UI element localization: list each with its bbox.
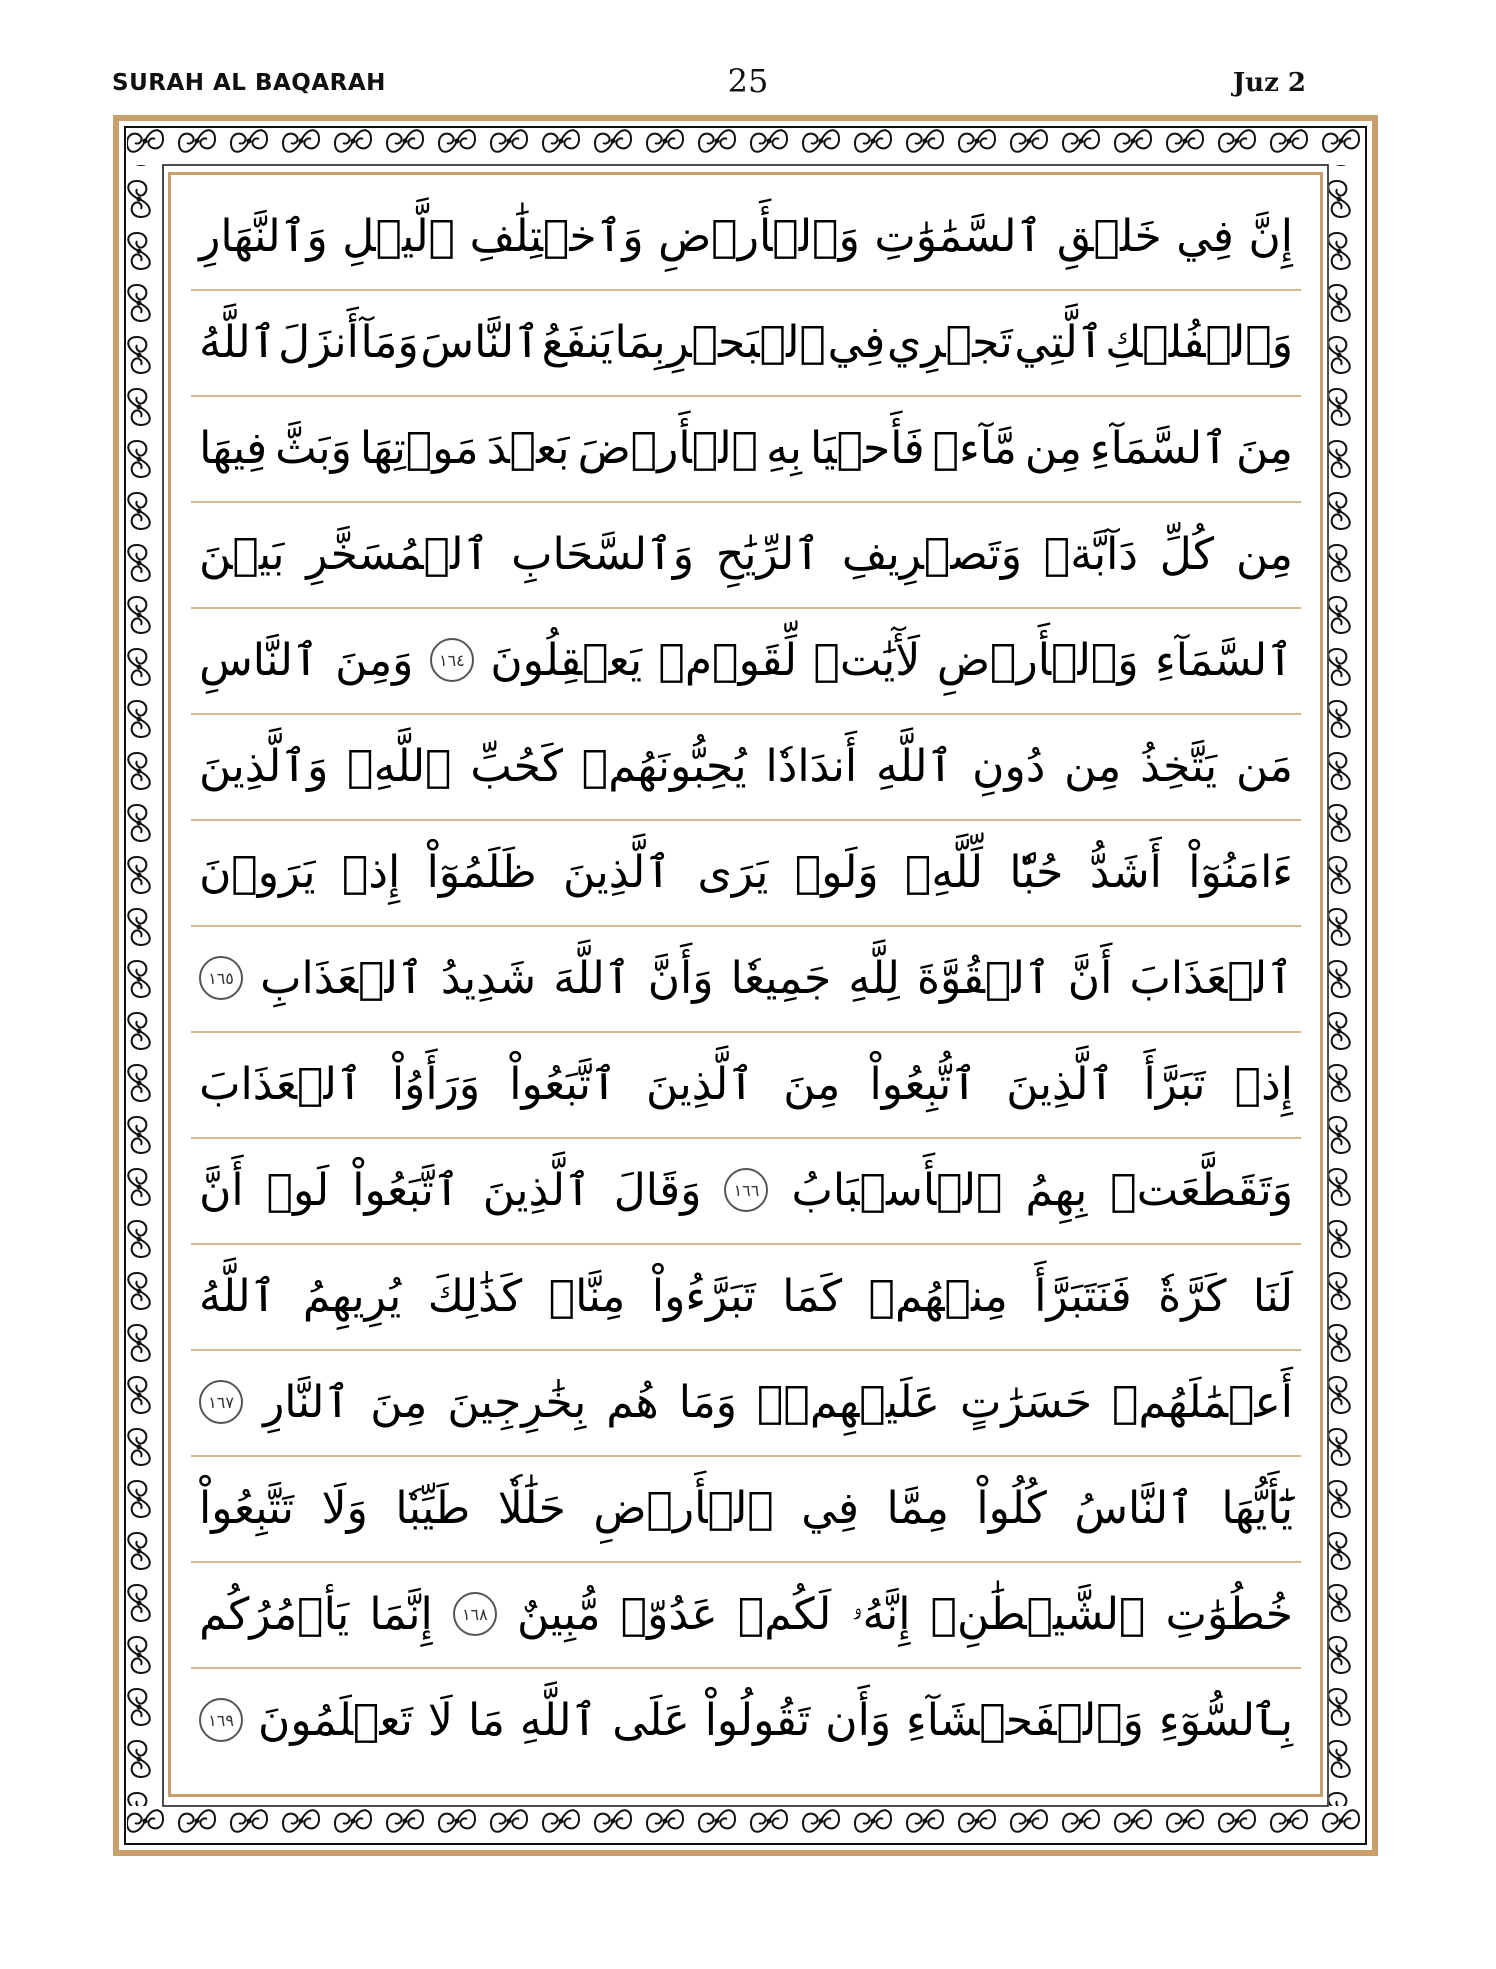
word: ٱللَّهُ [199, 316, 277, 368]
word: مَّآءٖ [932, 422, 1017, 474]
word: يَأۡمُرُكُم [199, 1588, 350, 1640]
ayah-number-marker: ١٦٧ [199, 1380, 243, 1424]
word: وَٱلۡفُلۡكِ [1105, 316, 1293, 368]
word: يَرَوۡنَ [199, 846, 316, 898]
word: أَندَادٗا [765, 740, 858, 792]
word: مِنۡهُمۡ [868, 1270, 1008, 1322]
word: يَعۡقِلُونَ [490, 634, 643, 686]
word: كَمَا [782, 1270, 843, 1322]
page-number: 25 [727, 62, 769, 100]
word: ٱللَّهُ [199, 1270, 277, 1322]
text-line [191, 1243, 1301, 1349]
word: هُم [606, 1376, 659, 1428]
word: مَا [467, 1694, 505, 1746]
word: ٱلۡمُسَخَّرِ [306, 528, 490, 580]
word: وَأَنَّ [647, 952, 714, 1004]
word: فِي [827, 316, 886, 368]
word: لِلَّهِ [848, 952, 900, 1004]
word: ٱلۡعَذَابَ [199, 1058, 363, 1110]
surah-title: SURAH AL BAQARAH [112, 70, 386, 96]
word: دَآبَّةٖ [1043, 528, 1138, 580]
word: لَكُمۡ [737, 1588, 832, 1640]
word: ٱللَّهِ [875, 740, 954, 792]
word: إِنَّهُۥ [851, 1588, 911, 1640]
word: ٱلسَّمَٰوَٰتِ [874, 210, 1043, 262]
word: مِنَ [783, 1058, 841, 1110]
word: بَيۡنَ [199, 528, 285, 580]
word: ٱلسَّمَآءِ [1089, 422, 1228, 474]
word: بِمَا [614, 316, 666, 368]
word: ٱلنَّاسَ [420, 316, 540, 368]
word: ٱلۡعَذَابَ [1129, 952, 1293, 1004]
word: خُطُوَٰتِ [1165, 1588, 1293, 1640]
word: مِن [1024, 422, 1082, 474]
word: وَقَالَ [613, 1164, 702, 1216]
word: تَبَرَّءُواْ [651, 1270, 756, 1322]
word: ٱلنَّاسِ [199, 634, 319, 686]
word: ءَامَنُوٓاْ [1188, 846, 1293, 898]
word: إِنَّ [1248, 210, 1293, 262]
text-line [191, 1137, 1301, 1243]
word: ٱلنَّارِ [263, 1376, 351, 1428]
word: فَنَتَبَرَّأَ [1034, 1270, 1132, 1322]
word: وَلَوۡ [794, 846, 879, 898]
text-line [191, 1349, 1301, 1455]
word: مِن [1064, 740, 1122, 792]
word: ٱلۡأَرۡضِ [593, 1482, 774, 1534]
word: فِيهَا [199, 422, 268, 474]
word: ٱتَّبَعُواْ [352, 1164, 460, 1216]
word: مِمَّا [886, 1482, 949, 1534]
text-line [191, 289, 1301, 395]
word: إِنَّمَا [369, 1588, 433, 1640]
word: ٱلشَّيۡطَٰنِۚ [930, 1588, 1146, 1640]
word: إِذۡ [1234, 1058, 1293, 1110]
ayah-number-marker: ١٦٨ [453, 1592, 497, 1636]
word: ٱلۡعَذَابِ [260, 952, 424, 1004]
word: بَعۡدَ [486, 422, 570, 474]
word: وَبَثَّ [275, 422, 352, 474]
word: وَٱلنَّهَارِ [199, 210, 328, 262]
word: بِهِ [766, 422, 802, 474]
word: لَوۡ [266, 1164, 330, 1216]
text-line [191, 713, 1301, 819]
text-line [191, 1561, 1301, 1667]
ayah-number-marker: ١٦٦ [724, 1168, 768, 1212]
word: ٱلَّذِينَ [646, 1058, 755, 1110]
word: ٱلَّذِينَ [1006, 1058, 1115, 1110]
word: ٱلَّتِي [1014, 316, 1104, 368]
word: لَنَا [1252, 1270, 1293, 1322]
text-line [191, 395, 1301, 501]
word: حَسَرَٰتٍ [959, 1376, 1093, 1428]
word: أَشَدُّ [1089, 846, 1162, 898]
word: فَأَحۡيَا [809, 422, 925, 474]
word: لِّقَوۡمٖ [658, 634, 797, 686]
word: ٱلَّيۡلِ [342, 210, 456, 262]
word: وَٱلۡأَرۡضِ [936, 634, 1139, 686]
word: حَلَٰلٗا [497, 1482, 566, 1534]
word: مَوۡتِهَا [359, 422, 479, 474]
word: وَأَن [825, 1694, 892, 1746]
word: كَرَّةٗ [1158, 1270, 1227, 1322]
word: يَنفَعُ [541, 316, 613, 368]
word: كُلِّ [1159, 528, 1215, 580]
word: أَنزَلَ [278, 316, 359, 368]
word: بِخَٰرِجِينَ [447, 1376, 587, 1428]
word: فِي [1176, 210, 1234, 262]
word: مِنَ [370, 1376, 428, 1428]
word: لَا [427, 1694, 453, 1746]
word: ٱلۡبَحۡرِ [667, 316, 826, 368]
word: وَمِنَ [335, 634, 414, 686]
word: عَدُوّٞ [620, 1588, 718, 1640]
word: إِذۡ [341, 846, 401, 898]
word: طَيِّبٗا [395, 1482, 471, 1534]
word: يَتَّخِذُ [1140, 740, 1218, 792]
word: مِنَ [1235, 422, 1293, 474]
word: كُلُواْ [976, 1482, 1047, 1534]
text-line [191, 183, 1301, 289]
word: كَحُبِّ [470, 740, 563, 792]
text-line [191, 607, 1301, 713]
text-line [191, 501, 1301, 607]
word: شَدِيدُ [440, 952, 537, 1004]
word: ٱلرِّيَٰحِ [715, 528, 821, 580]
juz-label: Juz 2 [1232, 68, 1306, 98]
ayah-number-marker: ١٦٤ [430, 638, 474, 682]
word: ٱلنَّاسُ [1074, 1482, 1194, 1534]
word: وَتَقَطَّعَتۡ [1110, 1164, 1293, 1216]
word: يَٰٓأَيُّهَا [1221, 1482, 1293, 1534]
word: دُونِ [972, 740, 1046, 792]
ayah-number-marker: ١٦٥ [199, 956, 243, 1000]
word: وَٱلۡفَحۡشَآءِ [906, 1694, 1144, 1746]
word: ٱتَّبَعُواْ [509, 1058, 617, 1110]
word: ٱلَّذِينَ [482, 1164, 591, 1216]
word: أَنَّ [199, 1164, 244, 1216]
word: وَلَا [321, 1482, 368, 1534]
word: مُّبِينٌ [516, 1588, 601, 1640]
word: ٱللَّهَ [553, 952, 631, 1004]
word: حُبّٗا [1009, 846, 1064, 898]
text-line [191, 819, 1301, 925]
word: أَنَّ [1067, 952, 1113, 1004]
word: لَأٓيَٰتٖ [813, 634, 921, 686]
word: مَن [1235, 740, 1293, 792]
word: وَرَأَوُاْ [391, 1058, 481, 1110]
word: ظَلَمُوٓاْ [426, 846, 537, 898]
word: تَعۡلَمُونَ [258, 1694, 413, 1746]
word: مِنَّاۗ [548, 1270, 626, 1322]
word: ٱللَّهِ [519, 1694, 598, 1746]
word: عَلَى [612, 1694, 690, 1746]
word: وَٱلۡأَرۡضِ [658, 210, 860, 262]
word: عَلَيۡهِمۡۖ [757, 1376, 940, 1428]
word: تَبَرَّأَ [1143, 1058, 1206, 1110]
text-line [191, 1455, 1301, 1561]
word: تَتَّبِعُواْ [199, 1482, 295, 1534]
word: وَٱلسَّحَابِ [511, 528, 695, 580]
word: لِّلَّهِۗ [905, 846, 983, 898]
word: ٱلسَّمَآءِ [1155, 634, 1293, 686]
word: تَقُولُواْ [704, 1694, 811, 1746]
word: يُرِيهِمُ [302, 1270, 402, 1322]
word: جَمِيعٗا [730, 952, 832, 1004]
text-line [191, 925, 1301, 1031]
word: ٱلۡأَسۡبَابُ [791, 1164, 1003, 1216]
word: فِي [801, 1482, 859, 1534]
word: بِهِمُ [1025, 1164, 1088, 1216]
word: ٱلۡأَرۡضَ [577, 422, 759, 474]
text-line [191, 1031, 1301, 1137]
word: وَتَصۡرِيفِ [841, 528, 1023, 580]
word: ٱلۡقُوَّةَ [917, 952, 1051, 1004]
word: وَٱلَّذِينَ [199, 740, 329, 792]
word: خَلۡقِ [1056, 210, 1162, 262]
text-line [191, 1667, 1301, 1773]
word: يَرَى [697, 846, 769, 898]
word: ٱللَّهِۖ [347, 740, 452, 792]
word: مِن [1235, 528, 1293, 580]
word: وَٱخۡتِلَٰفِ [469, 210, 644, 262]
word: ٱتُّبِعُواْ [869, 1058, 978, 1110]
word: بِٱلسُّوٓءِ [1158, 1694, 1293, 1746]
word: أَعۡمَٰلَهُمۡ [1112, 1376, 1293, 1428]
word: وَمَآ [360, 316, 419, 368]
word: كَذَٰلِكَ [427, 1270, 523, 1322]
word: تَجۡرِي [886, 316, 1013, 368]
word: ٱلَّذِينَ [563, 846, 672, 898]
text-panel [168, 172, 1323, 1797]
word: وَمَا [678, 1376, 738, 1428]
ayah-number-marker: ١٦٩ [199, 1698, 243, 1742]
word: يُحِبُّونَهُمۡ [581, 740, 747, 792]
